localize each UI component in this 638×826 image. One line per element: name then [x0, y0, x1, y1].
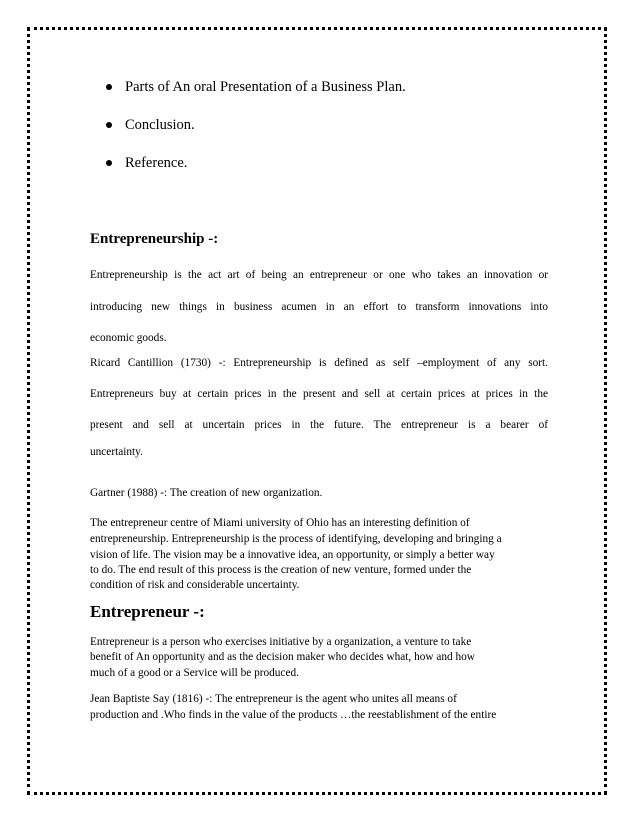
section-heading-entrepreneurship: Entrepreneurship -: [90, 231, 219, 247]
list-item [103, 116, 406, 134]
paragraph-line: benefit of An opportunity and as the decision maker who decides what, how and how [90, 651, 475, 663]
paragraph-line: Entrepreneurs buy at certain prices in the present and sell at certain prices at prices in the [90, 388, 548, 400]
paragraph-line: much of a good or a Service will be produced. [90, 667, 299, 679]
paragraph-line: Entrepreneur is a person who exercises initiative by a organization, a venture to take [90, 636, 472, 648]
bullet-icon [106, 122, 112, 128]
list-item [103, 78, 406, 96]
paragraph-line: introducing new things in business acumen in an effort to transform innovations into [90, 301, 548, 313]
paragraph-line: Jean Baptiste Say (1816) -: The entrepreneur is the agent who unites all means of [90, 693, 457, 705]
paragraph-line: uncertainty. [90, 446, 143, 458]
paragraph-line: The entrepreneur centre of Miami university of Ohio has an interesting definition of [90, 517, 470, 529]
list-item-text: Parts of An oral Presentation of a Business Plan. [125, 79, 406, 95]
list-item-text: Conclusion. [125, 117, 195, 133]
paragraph-line: production and .Who finds in the value of the products …the reestablishment of the entire [90, 709, 497, 721]
paragraph-line: Entrepreneurship is the act art of being an entrepreneur or one who takes an innovation or [90, 269, 548, 281]
topic-list [103, 78, 406, 192]
section-heading-entrepreneur: Entrepreneur -: [90, 602, 205, 621]
bullet-icon [106, 160, 112, 166]
paragraph-line: Ricard Cantillion (1730) -: Entrepreneurship is defined as self –employment of any sort. [90, 357, 548, 369]
paragraph-line: entrepreneurship. Entrepreneurship is the process of identifying, developing and bringing a [90, 533, 502, 545]
paragraph-line: vision of life. The vision may be a innovative idea, an opportunity, or simply a better way [90, 549, 495, 561]
list-item-text: Reference. [125, 155, 188, 171]
paragraph-line: present and sell at uncertain prices in the future. The entrepreneur is a bearer of [90, 419, 548, 431]
list-item [103, 154, 406, 172]
bullet-icon [106, 84, 112, 90]
paragraph-line: condition of risk and considerable uncertainty. [90, 579, 300, 591]
paragraph-line: to do. The end result of this process is the creation of new venture, formed under the [90, 564, 472, 576]
paragraph-line: Gartner (1988) -: The creation of new organization. [90, 487, 323, 499]
paragraph-line: economic goods. [90, 332, 167, 344]
